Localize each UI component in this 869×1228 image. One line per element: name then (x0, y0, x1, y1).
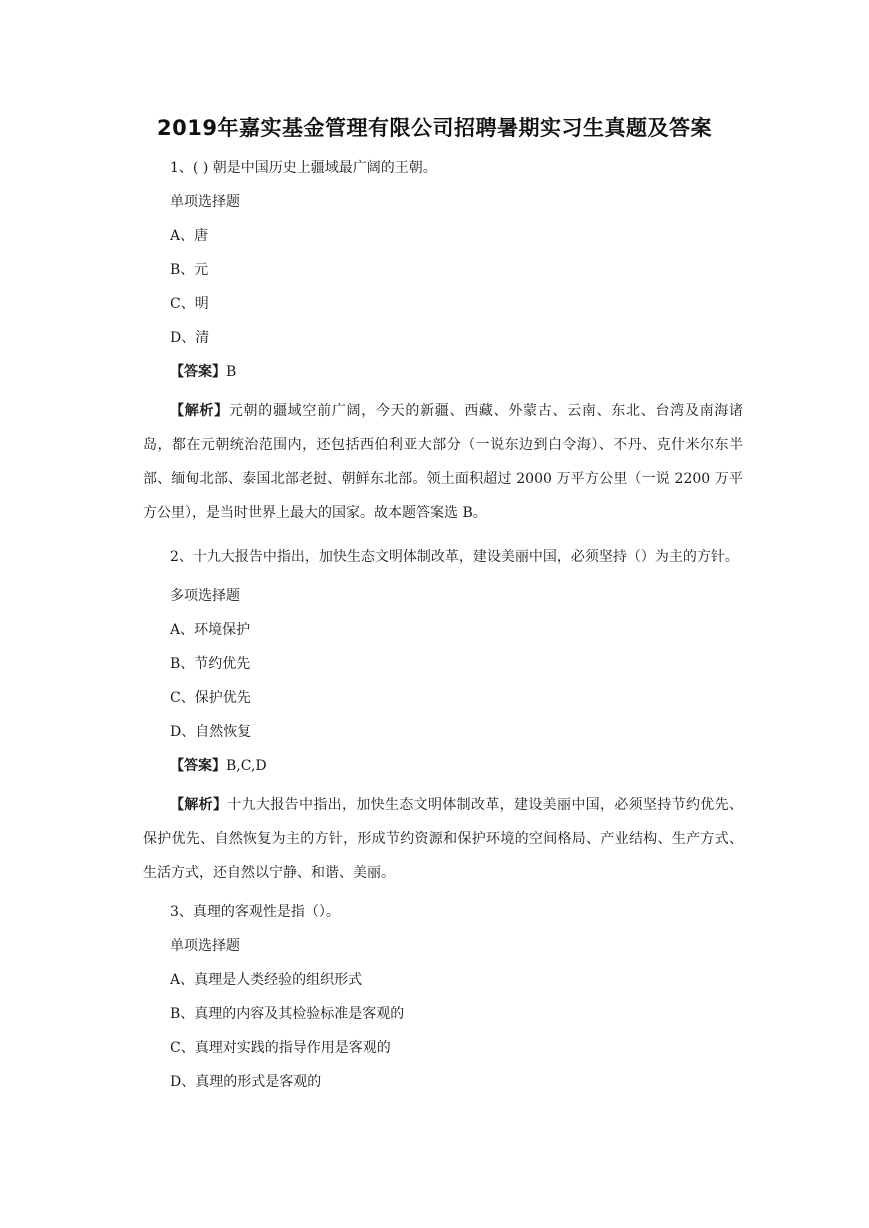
question-1-option-b: B、元 (170, 262, 209, 278)
question-2-option-d: D、自然恢复 (170, 724, 252, 740)
question-1-type: 单项选择题 (170, 194, 240, 210)
analysis-text: 十九大报告中指出，加快生态文明体制改革，建设美丽中国，必须坚持节约优先、保护优先、自然恢复为主的方针，形成节约资源和保护环境的空间格局、产业结构、生产方式、生活方式，还自然以宁静、和谐、美丽。 (143, 797, 744, 881)
answer-label: 【答案】 (170, 758, 226, 774)
analysis-text: 元朝的疆域空前广阔，今天的新疆、西藏、外蒙古、云南、东北、台湾及南海诸岛，都在元朝统治范围内，还包括西伯利亚大部分（一说东边到白令海）、不丹、克什米尔东半部、缅甸北部、泰国北部老挝、朝鲜东北部。领土面积超过 2000 万平方公里（一说 2200 万平方公里），是当时世界上最大的国家。故本题答案选 B。 (143, 403, 743, 521)
answer-value: B,C,D (226, 758, 267, 774)
answer-label: 【答案】 (170, 364, 226, 380)
question-1-option-a: A、唐 (170, 228, 209, 244)
document-title: 2019年嘉实基金管理有限公司招聘暑期实习生真题及答案 (157, 116, 712, 140)
question-2-option-c: C、保护优先 (170, 690, 251, 706)
document-body (143, 156, 743, 1104)
question-1-analysis (143, 394, 743, 530)
question-3-option-c: C、真理对实践的指导作用是客观的 (170, 1040, 391, 1056)
question-3-type: 单项选择题 (170, 938, 240, 954)
analysis-label: 【解析】 (170, 403, 229, 419)
question-1-option-d: D、清 (170, 330, 210, 346)
question-2-analysis (143, 788, 743, 890)
analysis-label: 【解析】 (170, 797, 228, 813)
question-1-stem: 1、( ) 朝是中国历史上疆域最广阔的王朝。 (170, 160, 437, 176)
question-1-answer (143, 360, 743, 384)
question-3-option-d: D、真理的形式是客观的 (170, 1074, 322, 1090)
answer-value: B (226, 364, 237, 380)
question-2-option-a: A、环境保护 (170, 622, 251, 638)
question-1-option-c: C、明 (170, 296, 209, 312)
question-3-option-b: B、真理的内容及其检验标准是客观的 (170, 1006, 405, 1022)
question-3-stem: 3、真理的客观性是指（）。 (170, 904, 340, 920)
question-3-option-a: A、真理是人类经验的组织形式 (170, 972, 363, 988)
question-2-answer (143, 754, 743, 778)
question-2-stem: 2、十九大报告中指出，加快生态文明体制改革，建设美丽中国，必须坚持（）为主的方针。 (170, 549, 739, 565)
question-2-option-b: B、节约优先 (170, 656, 251, 672)
question-2-type: 多项选择题 (170, 588, 240, 604)
